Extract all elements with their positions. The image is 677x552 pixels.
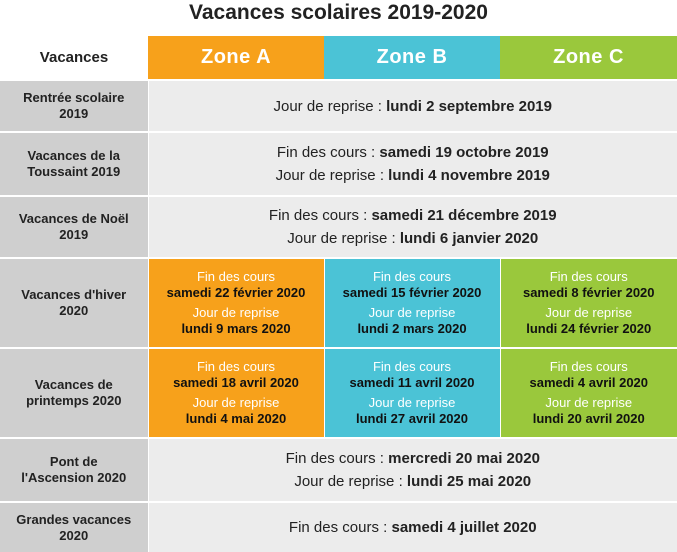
zone-a-cell: Fin des cours samedi 22 février 2020 Jour de reprise lundi 9 mars 2020	[148, 258, 324, 348]
zone-b-cell: Fin des cours samedi 11 avril 2020 Jour de reprise lundi 27 avril 2020	[324, 348, 500, 438]
merged-cell: Fin des cours : samedi 4 juillet 2020	[148, 502, 677, 552]
merged-cell: Fin des cours : samedi 21 décembre 2019 Jour de reprise : lundi 6 janvier 2020	[148, 196, 677, 258]
row-label: Pont de l'Ascension 2020	[0, 438, 148, 502]
fin-date: samedi 21 décembre 2019	[371, 207, 557, 224]
row-label: Vacances de Noël 2019	[0, 196, 148, 258]
header-zone-c: Zone C	[500, 36, 677, 80]
fin-date: samedi 18 avril 2020	[173, 375, 299, 390]
zone-c-cell: Fin des cours samedi 8 février 2020 Jour de reprise lundi 24 février 2020	[500, 258, 677, 348]
fin-date: samedi 22 février 2020	[166, 285, 306, 300]
header-zone-b: Zone B	[324, 36, 500, 80]
header-row	[0, 36, 677, 80]
row-label: Rentrée scolaire 2019	[0, 80, 148, 132]
zone-a-cell: Fin des cours samedi 18 avril 2020 Jour de reprise lundi 4 mai 2020	[148, 348, 324, 438]
reprise-date: lundi 27 avril 2020	[355, 411, 468, 426]
fin-date: samedi 15 février 2020	[342, 285, 482, 300]
page-title: Vacances scolaires 2019-2020	[189, 1, 488, 24]
reprise-date: lundi 9 mars 2020	[181, 321, 291, 336]
reprise-date: lundi 25 mai 2020	[406, 473, 532, 490]
vacances-table	[0, 36, 677, 552]
reprise-date: lundi 4 mai 2020	[185, 411, 287, 426]
table-row	[0, 502, 677, 552]
zone-b-cell: Fin des cours samedi 15 février 2020 Jour de reprise lundi 2 mars 2020	[324, 258, 500, 348]
fin-date: samedi 19 octobre 2019	[379, 144, 549, 161]
reprise-date: lundi 2 septembre 2019	[386, 97, 552, 115]
merged-cell: Jour de reprise : lundi 2 septembre 2019	[148, 80, 677, 132]
header-zone-a: Zone A	[148, 36, 324, 80]
row-label: Grandes vacances 2020	[0, 502, 148, 552]
header-vacances: Vacances	[0, 36, 148, 80]
row-label: Vacances d'hiver 2020	[0, 258, 148, 348]
merged-cell: Fin des cours : mercredi 20 mai 2020 Jour de reprise : lundi 25 mai 2020	[148, 438, 677, 502]
fin-date: samedi 4 juillet 2020	[391, 519, 537, 536]
reprise-date: lundi 6 janvier 2020	[399, 230, 539, 247]
table-row	[0, 132, 677, 196]
reprise-label: Jour de reprise	[273, 97, 374, 115]
fin-date: samedi 4 avril 2020	[529, 375, 649, 390]
fin-date: samedi 8 février 2020	[522, 285, 655, 300]
table-row	[0, 348, 677, 438]
reprise-date: lundi 24 février 2020	[526, 321, 652, 336]
table-row	[0, 80, 677, 132]
fin-date: mercredi 20 mai 2020	[388, 450, 540, 467]
reprise-date: lundi 4 novembre 2019	[388, 167, 550, 184]
row-label: Vacances de la Toussaint 2019	[0, 132, 148, 196]
fin-date: samedi 11 avril 2020	[349, 375, 475, 390]
table-row	[0, 196, 677, 258]
merged-cell: Fin des cours : samedi 19 octobre 2019 Jour de reprise : lundi 4 novembre 2019	[148, 132, 677, 196]
reprise-date: lundi 2 mars 2020	[357, 321, 467, 336]
table-row	[0, 438, 677, 502]
zone-c-cell: Fin des cours samedi 4 avril 2020 Jour de reprise lundi 20 avril 2020	[500, 348, 677, 438]
reprise-date: lundi 20 avril 2020	[532, 411, 645, 426]
table-row	[0, 258, 677, 348]
row-label: Vacances de printemps 2020	[0, 348, 148, 438]
